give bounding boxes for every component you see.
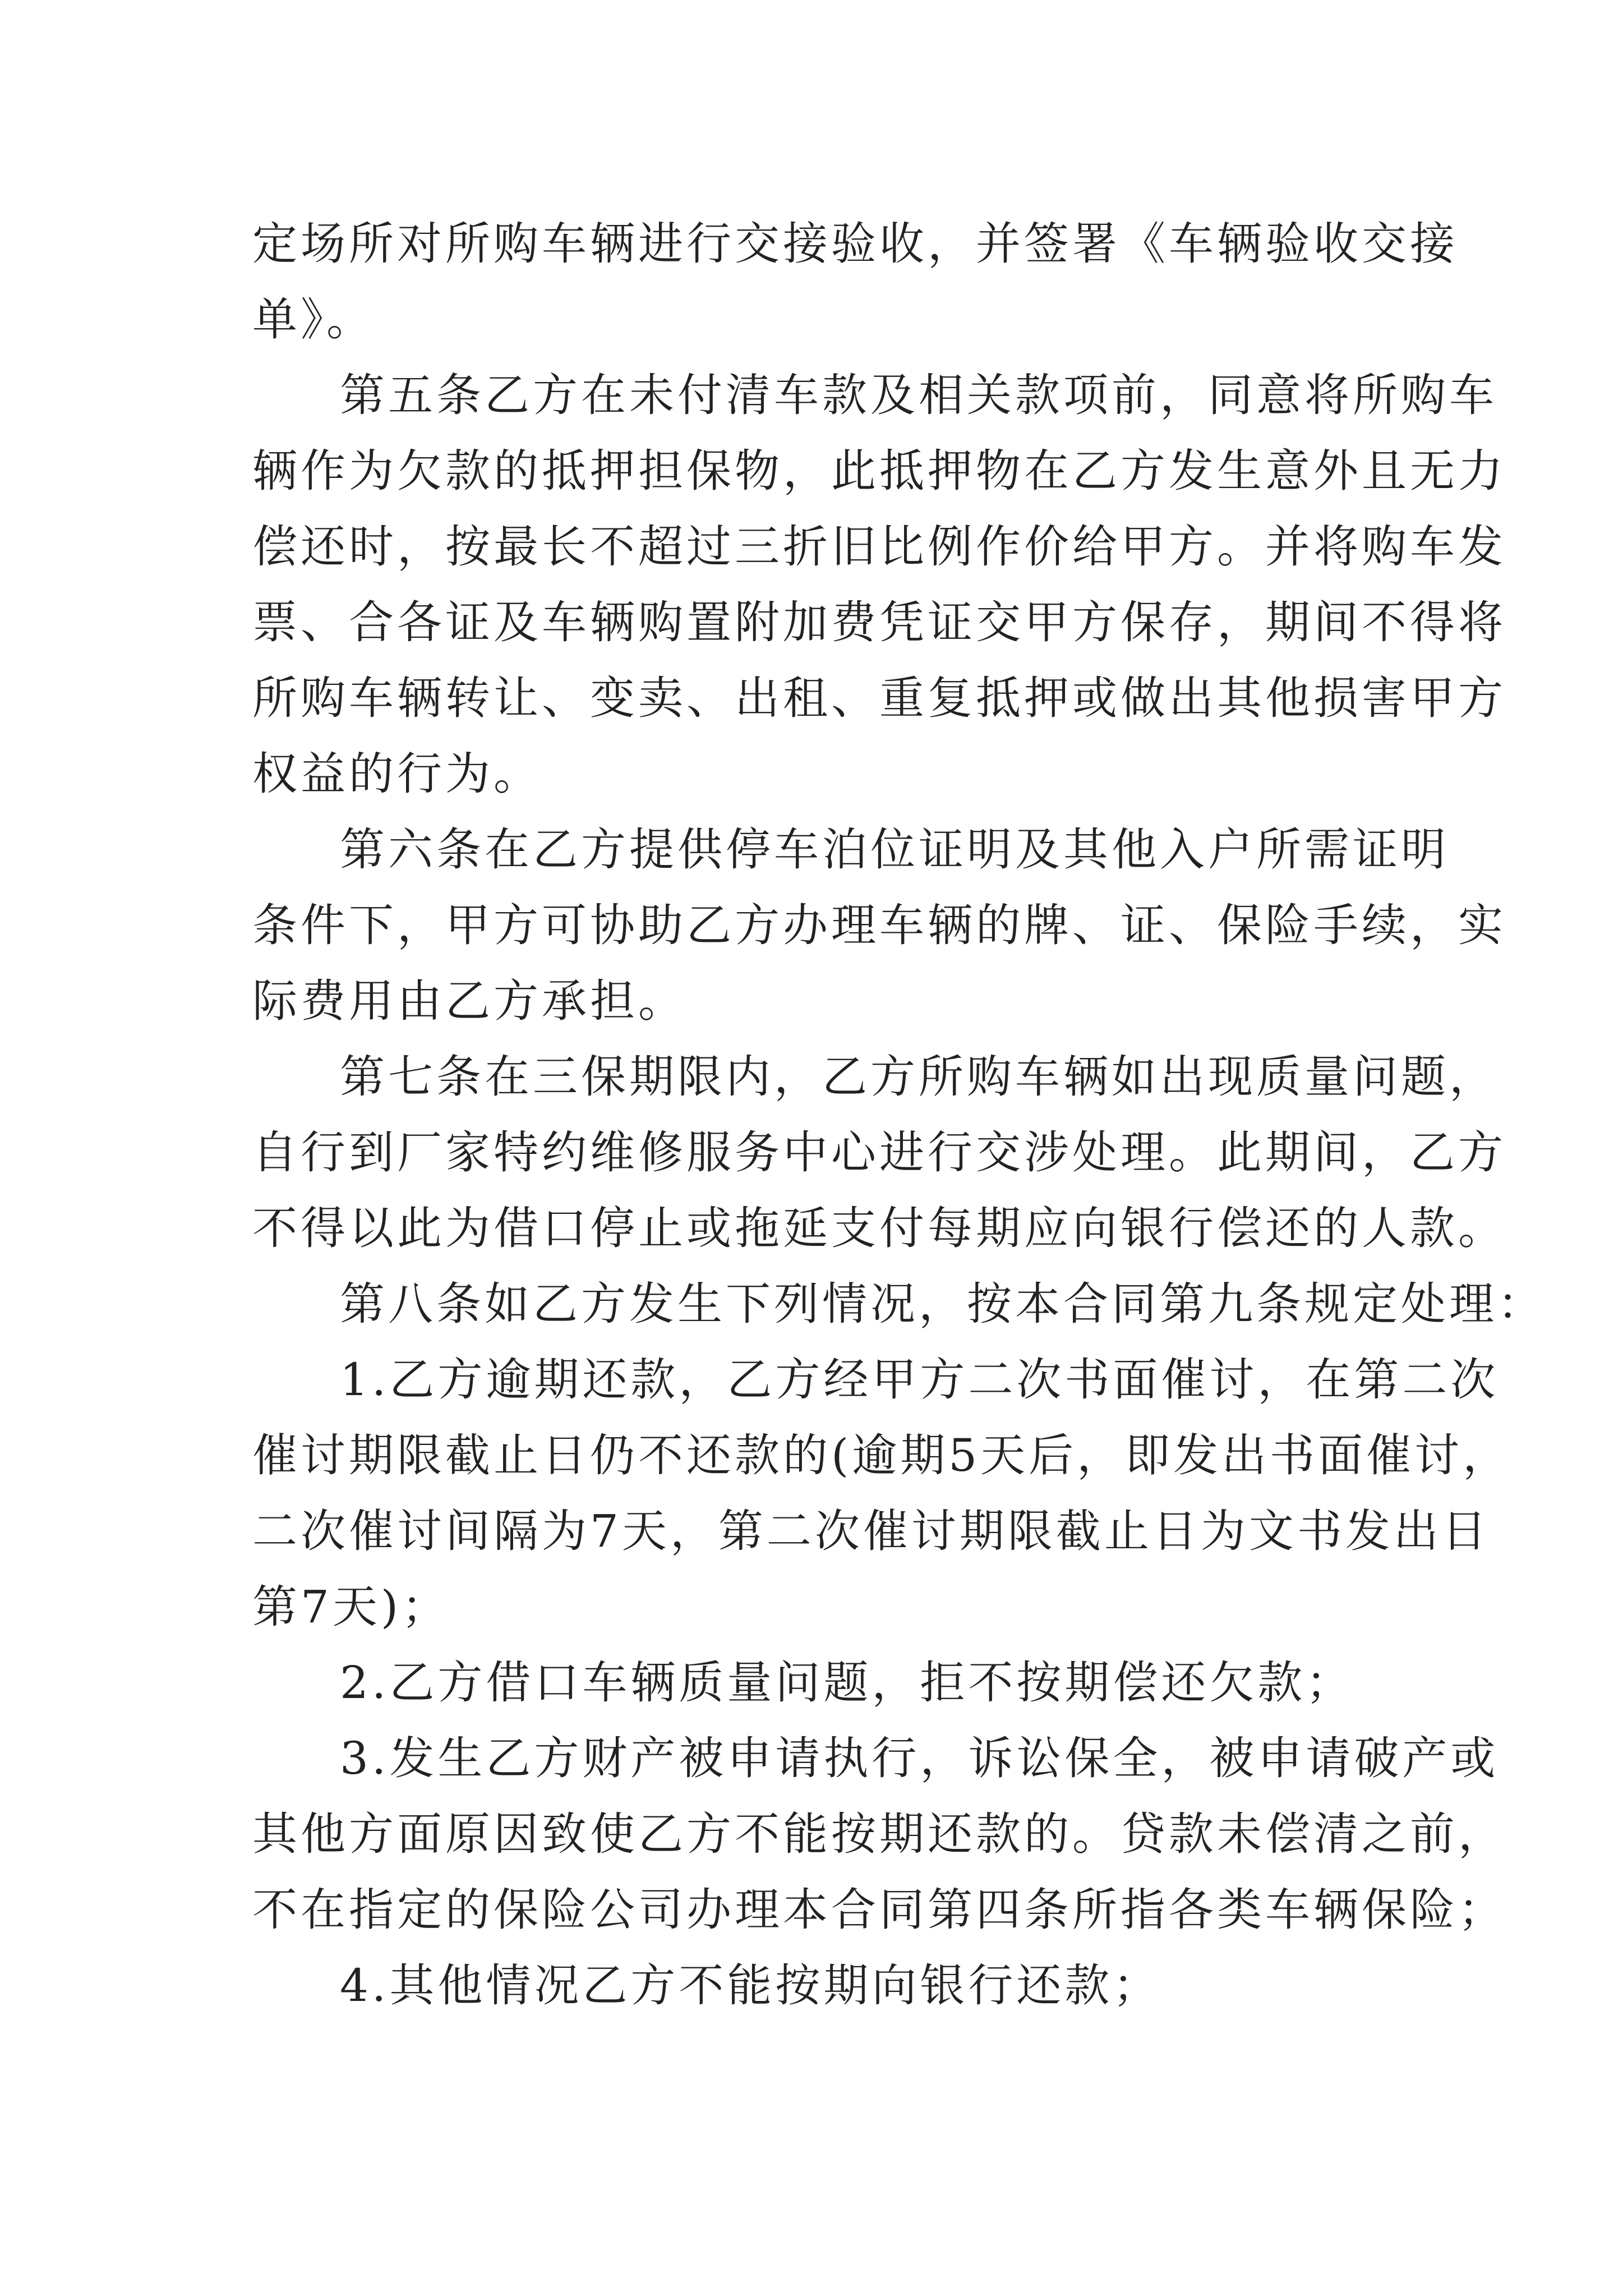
text-line: 催讨期限截止日仍不还款的(逾期5天后，即发出书面催讨，: [252, 1429, 1511, 1481]
text-line: 定场所对所购车辆进行交接验收，并签署《车辆验收交接: [252, 218, 1458, 270]
list-item-start-line: 1.乙方逾期还款，乙方经甲方二次书面催讨，在第二次: [340, 1354, 1499, 1406]
list-item-start-line: 4.其他情况乙方不能按期向银行还款；: [340, 1959, 1161, 2012]
text-line: 辆作为欠款的抵押担保物，此抵押物在乙方发生意外且无力: [252, 445, 1506, 497]
text-line: 不得以此为借口停止或拖延支付每期应向银行偿还的人款。: [252, 1202, 1506, 1254]
text-line: 自行到厂家特约维修服务中心进行交涉处理。此期间，乙方: [252, 1126, 1506, 1179]
list-item-start-line: 2.乙方借口车辆质量问题，拒不按期偿还欠款；: [340, 1657, 1354, 1709]
text-line: 单》。: [252, 293, 375, 346]
text-line: 二次催讨间隔为7天，第二次催讨期限截止日为文书发出日: [252, 1505, 1490, 1557]
paragraph-start-line: 第七条在三保期限内，乙方所购车辆如出现质量问题，: [340, 1051, 1497, 1103]
text-line: 权益的行为。: [252, 748, 542, 800]
paragraph-start-line: 第八条如乙方发生下列情况，按本合同第九条规定处理：: [340, 1278, 1546, 1330]
paragraph-start-line: 第六条在乙方提供停车泊位证明及其他入户所需证明: [340, 823, 1449, 876]
text-line: 所购车辆转让、变卖、出租、重复抵押或做出其他损害甲方: [252, 672, 1506, 724]
list-item-start-line: 3.发生乙方财产被申请执行，诉讼保全，被申请破产或: [340, 1732, 1499, 1784]
paragraph-start-line: 第五条乙方在未付清车款及相关款项前，同意将所购车: [340, 369, 1497, 421]
text-line: 第7天)；: [252, 1581, 450, 1633]
text-line: 际费用由乙方承担。: [252, 975, 686, 1027]
text-line: 其他方面原因致使乙方不能按期还款的。贷款未偿清之前，: [252, 1808, 1506, 1860]
text-line: 条件下，甲方可协助乙方办理车辆的牌、证、保险手续，实: [252, 899, 1506, 951]
text-line: 票、合各证及车辆购置附加费凭证交甲方保存，期间不得将: [252, 596, 1506, 648]
text-line: 偿还时，按最长不超过三折旧比例作价给甲方。并将购车发: [252, 521, 1506, 573]
text-line: 不在指定的保险公司办理本合同第四条所指各类车辆保险；: [252, 1884, 1506, 1936]
